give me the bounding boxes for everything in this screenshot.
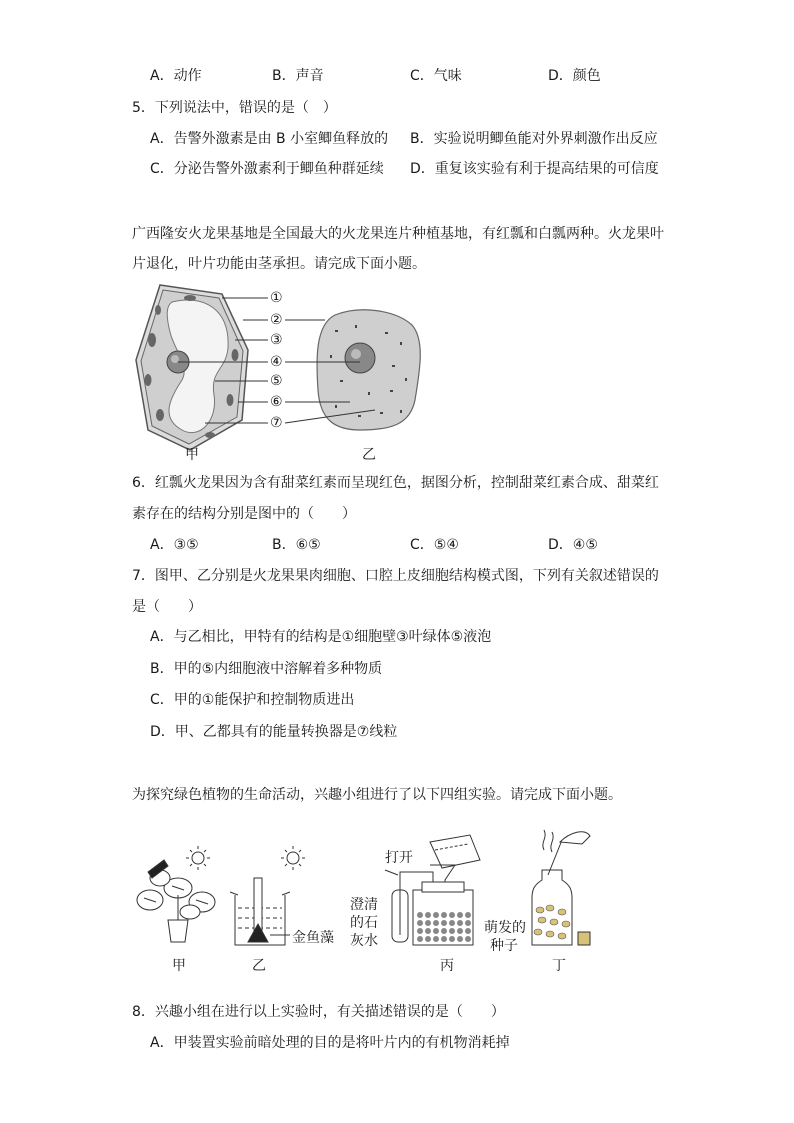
label-exp-bing: 丙 [440, 958, 454, 974]
label-limewater-3: 灰水 [350, 933, 378, 949]
q6-option-c: C．⑤④ [410, 537, 459, 553]
label-5: ⑤ [270, 373, 283, 389]
q7-stem-line1: 7．图甲、乙分别是火龙果果肉细胞、口腔上皮细胞结构模式图，下列有关叙述错误的 [132, 568, 659, 584]
label-1: ① [270, 290, 283, 306]
animal-nucleus [345, 343, 375, 373]
cell-label-yi: 乙 [362, 447, 376, 463]
label-goldfish-weed: 金鱼藻 [292, 930, 334, 946]
q7-stem-line2: 是（ ） [132, 599, 202, 615]
q6-option-d: D．④⑤ [548, 537, 598, 553]
q7-option-d: D．甲、乙都具有的能量转换器是⑦线粒 [150, 724, 398, 740]
q4-option-d: D．颜色 [548, 68, 601, 84]
q6-stem-line2: 素存在的结构分别是图中的（ ） [132, 506, 356, 522]
q6-option-a: A．③⑤ [150, 537, 199, 553]
q6-option-b: B．⑥⑤ [272, 537, 321, 553]
label-open: 打开 [385, 850, 413, 866]
q4-option-b: B．声音 [272, 68, 324, 84]
beaker-with-weed [230, 878, 290, 945]
q5-stem: 5．下列说法中，错误的是（ ） [132, 100, 337, 116]
cell-diagram [130, 280, 430, 460]
q5-option-c: C．分泌告警外激素利于鲫鱼种群延续 [150, 161, 384, 177]
passage1-line2: 片退化，叶片功能由茎承担。请完成下面小题。 [132, 256, 426, 272]
q6-stem-line1: 6．红瓢火龙果因为含有甜菜红素而呈现红色，据图分析，控制甜菜红素合成、甜菜红 [132, 475, 659, 491]
q4-option-c: C．气味 [410, 68, 462, 84]
q8-option-a: A．甲装置实验前暗处理的目的是将叶片内的有机物消耗掉 [150, 1035, 510, 1051]
seed-bottle [532, 830, 590, 945]
label-6: ⑥ [270, 394, 283, 410]
q5-option-b: B．实验说明鲫鱼能对外界刺激作出反应 [410, 131, 658, 147]
cell-label-jia: 甲 [185, 447, 199, 463]
passage2: 为探究绿色植物的生命活动，兴趣小组进行了以下四组实验。请完成下面小题。 [132, 787, 622, 803]
label-limewater-1: 澄清 [350, 897, 378, 913]
potted-plant [137, 860, 215, 942]
label-3: ③ [270, 332, 283, 348]
label-exp-yi: 乙 [252, 958, 266, 974]
q8-stem: 8．兴趣小组在进行以上实验时，有关描述错误的是（ ） [132, 1004, 505, 1020]
q4-option-a: A．动作 [150, 68, 202, 84]
q7-option-c: C．甲的①能保护和控制物质进出 [150, 692, 355, 708]
label-4: ④ [270, 354, 283, 370]
label-seeds-2: 种子 [490, 938, 518, 954]
q5-option-d: D．重复该实验有利于提高结果的可信度 [410, 161, 659, 177]
label-exp-ding: 丁 [552, 958, 566, 974]
label-seeds-1: 萌发的 [484, 920, 526, 936]
label-2: ② [270, 312, 283, 328]
passage1-line1: 广西隆安火龙果基地是全国最大的火龙果连片种植基地，有红瓢和白瓢两种。火龙果叶 [132, 226, 664, 242]
q7-option-b: B．甲的⑤内细胞液中溶解着多种物质 [150, 661, 383, 677]
label-exp-jia: 甲 [172, 958, 186, 974]
q7-option-a: A．与乙相比，甲特有的结构是①细胞壁③叶绿体⑤液泡 [150, 629, 492, 645]
label-7: ⑦ [270, 415, 283, 431]
label-limewater-2: 的石 [350, 915, 378, 931]
q5-option-a: A．告警外激素是由 B 小室鲫鱼释放的 [150, 131, 389, 147]
